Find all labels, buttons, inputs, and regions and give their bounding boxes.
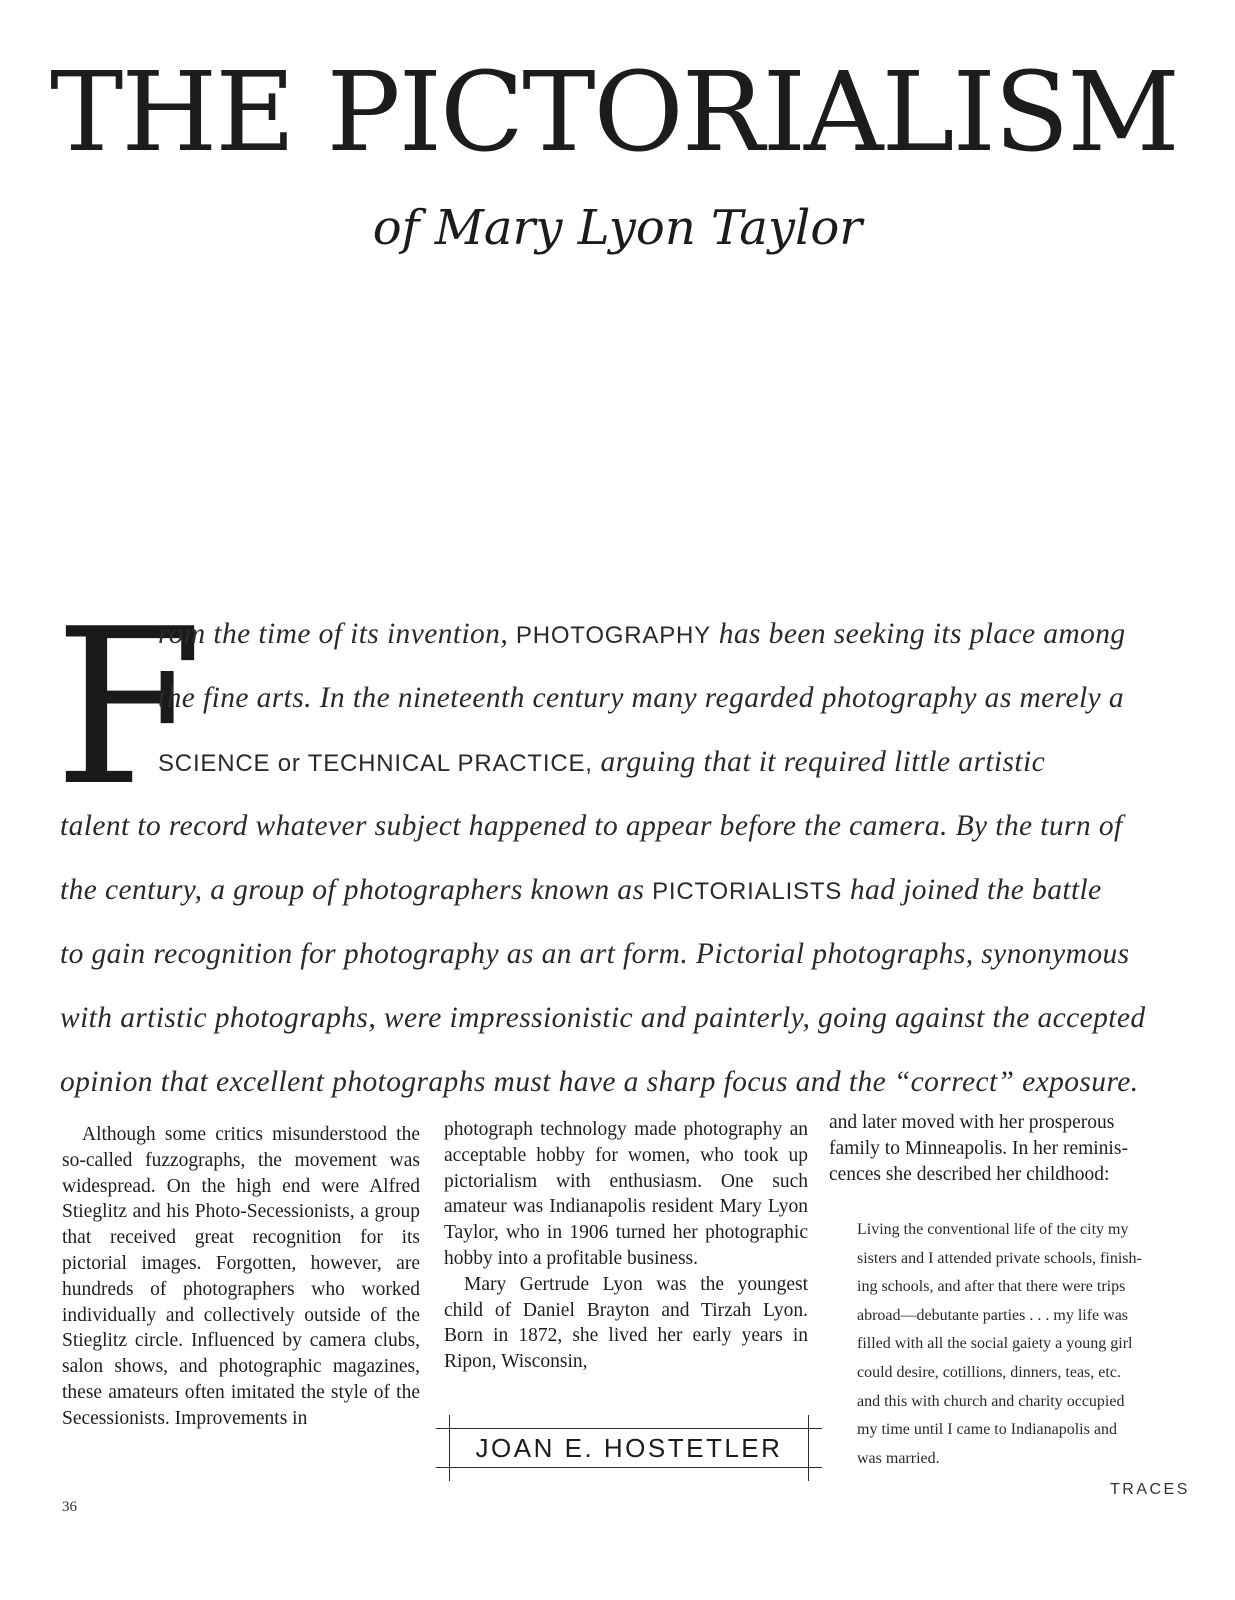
quote-line: sisters and I attended private schools, finish- <box>857 1249 1142 1267</box>
intro-line: talent to record whatever subject happened to appear before the camera. By the turn of <box>60 810 1123 842</box>
intro-line: opinion that excellent photographs must have a sharp focus and the “correct” exposure. <box>60 1066 1139 1098</box>
running-head: TRACES <box>1110 1481 1190 1498</box>
paragraph: photograph technology made photography an acceptable hobby for women, who took up pictorialism with enthusiasm. One such amateur was Indianapolis resident Mary Lyon Taylor, who in 1906 turned her photographic hobby into a profitable business. <box>444 1119 808 1269</box>
block-quote <box>857 1216 1235 1473</box>
quote-line: ing schools, and after that there were trips <box>857 1278 1126 1296</box>
quote-line: could desire, cotillions, dinners, teas, etc. <box>857 1363 1121 1381</box>
text-line: family to Minneapolis. In her reminis- <box>829 1138 1128 1159</box>
intro-line: with artistic photographs, were impressionistic and painterly, going against the accepted <box>60 1002 1146 1034</box>
text-line: cences she described her childhood: <box>829 1164 1110 1185</box>
byline-rule-bottom <box>436 1467 822 1468</box>
quote-line: my time until I came to Indianapolis and <box>857 1421 1117 1439</box>
quote-line: abroad—debutante parties . . . my life was <box>857 1306 1129 1324</box>
quote-line: filled with all the social gaiety a young girl <box>857 1335 1133 1353</box>
intro-line: rom the time of its invention, PHOTOGRAPHY has been seeking its place among <box>158 618 1126 650</box>
paragraph: Mary Gertrude Lyon was the youngest child of Daniel Brayton and Tirzah Lyon. Born in 1872, she lived her early years in Ripon, Wisconsin, <box>444 1273 808 1373</box>
intro-line: the fine arts. In the nineteenth century many regarded photography as merely a <box>158 682 1124 714</box>
quote-line: and this with church and charity occupied <box>857 1392 1125 1410</box>
intro-line: to gain recognition for photography as an art form. Pictorial photographs, synonymous <box>60 938 1130 970</box>
article-title: THE PICTORIALISM <box>50 48 1178 176</box>
body-column-3 <box>829 1110 1235 1188</box>
quote-line: Living the conventional life of the city my <box>857 1221 1129 1238</box>
quote-line: was married. <box>857 1449 940 1467</box>
article-subtitle: of Mary Lyon Taylor <box>372 200 863 256</box>
drop-cap: F <box>54 582 204 833</box>
body-column-2 <box>444 1117 808 1375</box>
body-column-1 <box>62 1122 420 1432</box>
byline-rule-right <box>808 1415 809 1481</box>
intro-line: the century, a group of photographers known as PICTORIALISTS had joined the battle <box>60 874 1102 906</box>
paragraph: Although some critics misunderstood the so-called fuzzographs, the movement was widespread. On the high end were Alfred Stieglitz and his Photo-Secessionists, a group that received great recognition for its pictorial images. Forgotten, however, are hundreds of photographers who worked individually and collectively outside of the Stieglitz circle. Influenced by camera clubs, salon shows, and photographic magazines, these amateurs often imitated the style of the Secessionists. Improvements in <box>62 1124 420 1429</box>
intro-line: SCIENCE or TECHNICAL PRACTICE, arguing that it required little artistic <box>158 746 1046 778</box>
byline-rule-top <box>436 1428 822 1429</box>
text-line: and later moved with her prosperous <box>829 1112 1115 1133</box>
page-number: 36 <box>62 1499 77 1515</box>
author-byline: JOAN E. HOSTETLER <box>449 1428 809 1468</box>
byline-rule-left <box>449 1415 450 1481</box>
